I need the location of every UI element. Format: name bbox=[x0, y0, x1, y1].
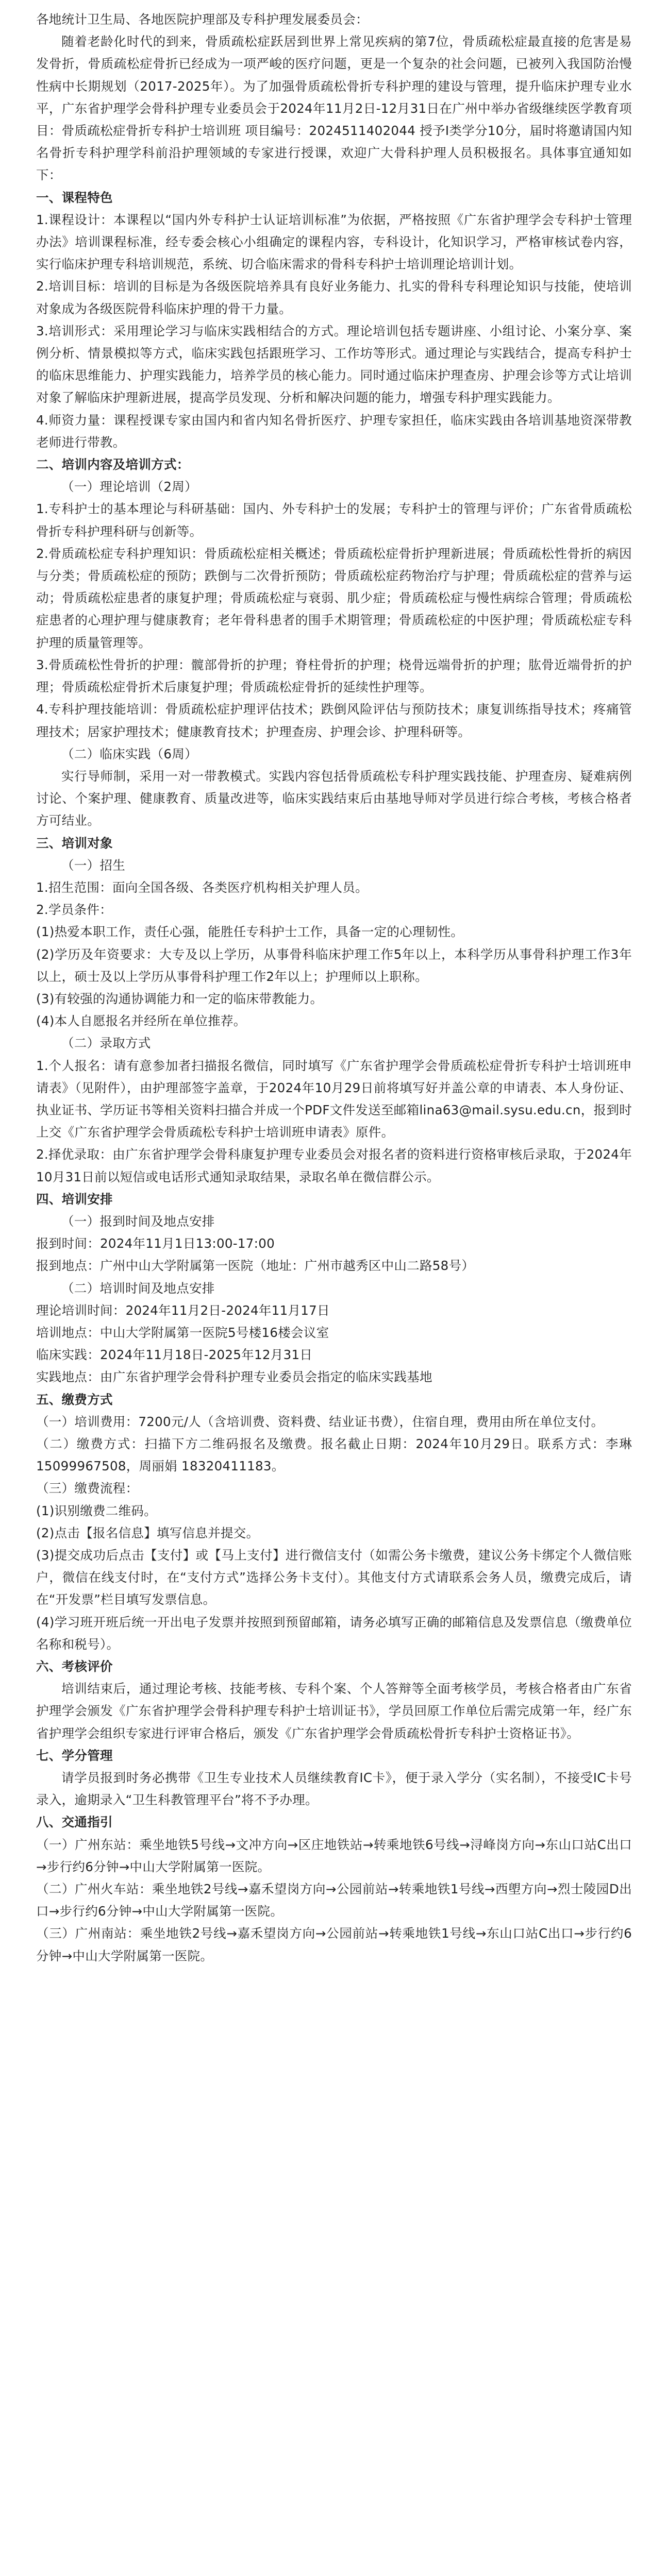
body-paragraph: 2.择优录取：由广东省护理学会骨科康复护理专业委员会对报名者的资料进行资格审核后录取，于2024年10月31日前以短信或电话形式通知录取结果，录取名单在微信群公示。 bbox=[36, 1147, 632, 1184]
notice-body bbox=[36, 8, 632, 1967]
body-paragraph: （一）招生 bbox=[61, 857, 125, 873]
section-heading: 三、培训对象 bbox=[36, 835, 113, 851]
body-paragraph: （一）理论培训（2周） bbox=[61, 479, 197, 495]
body-paragraph: 1.课程设计：本课程以“国内外专科护士认证培训标准”为依据，严格按照《广东省护理学会专科护士管理办法》培训课程标准，经专委会核心小组确定的课程内容，专科设计，化知识学习，严格审核试卷内容，实行临床护理专科培训规范，系统、切合临床需求的骨科专科护士培训理论培训计划。 bbox=[36, 212, 632, 272]
body-paragraph: 3.培训形式：采用理论学习与临床实践相结合的方式。理论培训包括专题讲座、小组讨论、小案分享、案例分析、情景模拟等方式，临床实践包括跟班学习、工作坊等形式。通过理论与实践结合，提高专科护士的临床思维能力、护理实践能力，培养学员的核心能力。同时通过临床护理查房、护理会诊等方式让培训对象了解临床护理新进展，提高学员发现、分析和解决问题的能力，增强专科护理实践能力。 bbox=[36, 323, 632, 405]
body-paragraph: (3)有较强的沟通协调能力和一定的临床带教能力。 bbox=[36, 991, 323, 1006]
section-heading: 四、培训安排 bbox=[36, 1191, 113, 1207]
body-paragraph: (1)识别缴费二维码。 bbox=[36, 1503, 157, 1518]
body-paragraph: 理论培训时间：2024年11月2日-2024年11月17日 bbox=[36, 1302, 330, 1318]
body-paragraph: 4.专科护理技能培训：骨质疏松症护理评估技术；跌倒风险评估与预防技术；康复训练指导技术；疼痛管理技术；居家护理技术；健康教育技术；护理查房、护理会诊、护理科研等。 bbox=[36, 702, 632, 739]
body-paragraph: （二）录取方式 bbox=[61, 1036, 151, 1051]
body-paragraph: 报到时间：2024年11月1日13:00-17:00 bbox=[36, 1236, 275, 1251]
body-paragraph: 临床实践：2024年11月18日-2025年12月31日 bbox=[36, 1347, 313, 1363]
body-paragraph: (2)点击【报名信息】填写信息并提交。 bbox=[36, 1525, 259, 1540]
section-heading: 五、缴费方式 bbox=[36, 1392, 113, 1407]
section-heading: 七、学分管理 bbox=[36, 1748, 113, 1763]
body-paragraph: （二）广州火车站：乘坐地铁2号线→嘉禾望岗方向→公园前站→转乘地铁1号线→西塱方向→烈士陵园D出口→步行约6分钟→中山大学附属第一医院。 bbox=[36, 1882, 632, 1919]
body-paragraph: 4.师资力量：课程授课专家由国内和省内知名骨折医疗、护理专家担任，临床实践由各培训基地资深带教老师进行带教。 bbox=[36, 412, 632, 450]
body-paragraph: 请学员报到时务必携带《卫生专业技术人员继续教育IC卡》，便于录入学分（实名制），不接受IC卡号录入，逾期录入“卫生科教管理平台”将不予办理。 bbox=[36, 1770, 632, 1808]
body-paragraph: （二）缴费方式：扫描下方二维码报名及缴费。报名截止日期：2024年10月29日。联系方式：李琳 15099967508，周丽娟 18320411183。 bbox=[36, 1436, 632, 1474]
body-paragraph: (4)学习班开班后统一开出电子发票并按照到预留邮箱，请务必填写正确的邮箱信息及发票信息（缴费单位名称和税号）。 bbox=[36, 1614, 632, 1652]
body-paragraph: 2.学员条件： bbox=[36, 902, 112, 918]
body-paragraph: （二）培训时间及地点安排 bbox=[61, 1280, 215, 1296]
section-heading: 二、培训内容及培训方式： bbox=[36, 457, 190, 472]
body-paragraph: (3)提交成功后点击【支付】或【马上支付】进行微信支付（如需公务卡缴费，建议公务卡绑定个人微信账户，微信在线支付时，在“支付方式”选择公务卡支付）。其他支付方式请联系会务人员，缴费完成后，请在“开发票”栏目填写发票信息。 bbox=[36, 1548, 632, 1607]
body-paragraph: （一）报到时间及地点安排 bbox=[61, 1213, 215, 1229]
body-paragraph: 报到地点：广州中山大学附属第一医院（地址：广州市越秀区中山二路58号） bbox=[36, 1258, 475, 1274]
body-paragraph: 2.骨质疏松症专科护理知识：骨质疏松症相关概述；骨质疏松症骨折护理新进展；骨质疏松性骨折的病因与分类；骨质疏松症的预防；跌倒与二次骨折预防；骨质疏松症药物治疗与护理；骨质疏松症的营养与运动；骨质疏松症患者的康复护理；骨质疏松症与衰弱、肌少症；骨质疏松症与慢性病综合管理；骨质疏松症患者的心理护理与健康教育；老年骨科患者的围手术期管理；骨质疏松症的中医护理；骨质疏松症专科护理的质量管理等。 bbox=[36, 546, 632, 650]
body-paragraph: 培训地点：中山大学附属第一医院5号楼16楼会议室 bbox=[36, 1325, 329, 1340]
body-paragraph: 实践地点：由广东省护理学会骨科护理专业委员会指定的临床实践基地 bbox=[36, 1369, 432, 1385]
body-paragraph: 1.个人报名：请有意参加者扫描报名微信，同时填写《广东省护理学会骨质疏松症骨折专科护士培训班申请表》（见附件），由护理部签字盖章，于2024年10月29日前将填写好并盖公章的申请表、本人身份证、执业证书、学历证书等相关资料扫描合并成一个PDF文件发送至邮箱lina63@mail.sysu.edu.cn，报到时上交《广东省护理学会骨质疏松专科护士培训班申请表》原件。 bbox=[36, 1058, 632, 1140]
body-paragraph: （二）临床实践（6周） bbox=[61, 746, 197, 761]
body-paragraph: 实行导师制，采用一对一带教模式。实践内容包括骨质疏松专科护理实践技能、护理查房、疑难病例讨论、个案护理、健康教育、质量改进等，临床实践结束后由基地导师对学员进行综合考核，考核合格者方可结业。 bbox=[36, 768, 632, 828]
body-paragraph: 2.培训目标：培训的目标是为各级医院培养具有良好业务能力、扎实的骨科专科理论知识与技能，使培训对象成为各级医院骨科临床护理的骨干力量。 bbox=[36, 279, 632, 316]
body-paragraph: 各地统计卫生局、各地医院护理部及专科护理发展委员会： bbox=[36, 12, 369, 27]
body-paragraph: 3.骨质疏松性骨折的护理：髋部骨折的护理；脊柱骨折的护理；桡骨远端骨折的护理；肱骨近端骨折的护理；骨质疏松症骨折术后康复护理；骨质疏松症骨折的延续性护理等。 bbox=[36, 657, 632, 695]
body-paragraph: (4)本人自愿报名并经所在单位推荐。 bbox=[36, 1013, 246, 1029]
section-heading: 八、交通指引 bbox=[36, 1815, 113, 1830]
body-paragraph: （一）培训费用：7200元/人（含培训费、资料费、结业证书费），住宿自理，费用由所在单位支付。 bbox=[36, 1414, 604, 1429]
section-heading: 六、考核评价 bbox=[36, 1659, 113, 1674]
body-paragraph: （一）广州东站：乘坐地铁5号线→文冲方向→区庄地铁站→转乘地铁6号线→浔峰岗方向→东山口站C出口→步行约6分钟→中山大学附属第一医院。 bbox=[36, 1837, 632, 1874]
body-paragraph: 1.招生范围：面向全国各级、各类医疗机构相关护理人员。 bbox=[36, 879, 368, 895]
body-paragraph: （三）广州南站：乘坐地铁2号线→嘉禾望岗方向→公园前站→转乘地铁1号线→东山口站C出口→步行约6分钟→中山大学附属第一医院。 bbox=[36, 1926, 632, 1963]
section-heading: 一、课程特色 bbox=[36, 190, 113, 205]
body-paragraph: （三）缴费流程： bbox=[36, 1481, 139, 1496]
body-paragraph: 培训结束后，通过理论考核、技能考核、专科个案、个人答辩等全面考核学员，考核合格者由广东省护理学会颁发《广东省护理学会骨科护理专科护士培训证书》，学员回原工作单位后需完成第一年，经广东省护理学会组织专家进行评审合格后，颁发《广东省护理学会骨质疏松骨折专科护士资格证书》。 bbox=[36, 1681, 632, 1741]
body-paragraph: (1)热爱本职工作，责任心强，能胜任专科护士工作，具备一定的心理韧性。 bbox=[36, 924, 464, 940]
body-paragraph: (2)学历及年资要求：大专及以上学历，从事骨科临床护理工作5年以上，本科学历从事骨科护理工作3年以上，硕士及以上学历从事骨科护理工作2年以上；护理师以上职称。 bbox=[36, 946, 632, 984]
body-paragraph: 随着老龄化时代的到来，骨质疏松症跃居到世界上常见疾病的第7位，骨质疏松症最直接的危害是易发骨折，骨质疏松症骨折已经成为一项严峻的医疗问题，更是一个复杂的社会问题，已被列入我国防治慢性病中长期规划（2017-2025年）。为了加强骨质疏松骨折专科护理的建设与管理，提升临床护理专业水平，广东省护理学会骨科护理专业委员会于2024年11月2日-12月31日在广州中举办省级继续医学教育项目：骨质疏松症骨折专科护士培训班 项目编号：2024511402044 授予Ⅰ类学分10分，届时将邀请国内知名骨折专科护理学科前沿护理领域的专家进行授课，欢迎广大骨科护理人员积极报名。具体事宜通知如下： bbox=[36, 34, 632, 183]
body-paragraph: 1.专科护士的基本理论与科研基础：国内、外专科护士的发展；专科护士的管理与评价；广东省骨质疏松骨折专科护理科研与创新等。 bbox=[36, 501, 632, 539]
